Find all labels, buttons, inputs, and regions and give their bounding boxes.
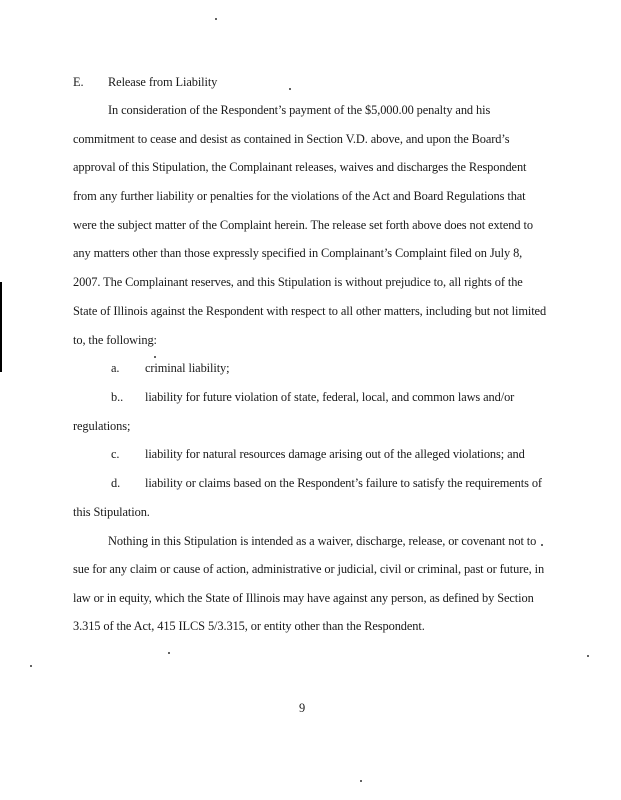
list-item-letter: a. xyxy=(111,361,120,375)
paragraph-line: 3.315 of the Act, 415 ILCS 5/3.315, or entity other than the Respondent. xyxy=(73,619,425,633)
paragraph-line: from any further liability or penalties for the violations of the Act and Board Regulations that xyxy=(73,189,526,203)
paragraph-line: any matters other than those expressly specified in Complainant’s Complaint filed on July 8, xyxy=(73,246,523,260)
list-item-letter: b.. xyxy=(111,390,124,404)
paragraph-line: law or in equity, which the State of Illinois may have against any person, as defined by Section xyxy=(73,591,534,605)
list-item-letter: c. xyxy=(111,447,120,461)
paragraph-line: In consideration of the Respondent’s payment of the $5,000.00 penalty and his xyxy=(108,103,491,117)
scan-edge-line xyxy=(0,282,2,372)
scan-speck xyxy=(154,356,156,358)
paragraph-line: 2007. The Complainant reserves, and this Stipulation is without prejudice to, all rights of the xyxy=(73,275,523,289)
list-item-text: liability for future violation of state, federal, local, and common laws and/or xyxy=(145,390,515,404)
section-title: Release from Liability xyxy=(108,75,218,89)
list-item-text: liability for natural resources damage arising out of the alleged violations; and xyxy=(145,447,525,461)
paragraph-line: were the subject matter of the Complaint herein. The release set forth above does not extend to xyxy=(73,218,533,232)
scan-speck xyxy=(289,88,291,90)
list-item-text: liability or claims based on the Respondent’s failure to satisfy the requirements of xyxy=(145,476,542,490)
paragraph-line: commitment to cease and desist as contained in Section V.D. above, and upon the Board’s xyxy=(73,132,510,146)
list-item-text: this Stipulation. xyxy=(73,505,150,519)
list-item-text: criminal liability; xyxy=(145,361,230,375)
page-number: 9 xyxy=(299,701,306,715)
paragraph-line: to, the following: xyxy=(73,333,157,347)
paragraph-line: State of Illinois against the Respondent with respect to all other matters, including but not limited xyxy=(73,304,547,318)
scan-speck xyxy=(541,544,543,546)
scan-speck xyxy=(360,780,362,782)
section-letter: E. xyxy=(73,75,84,89)
list-item-letter: d. xyxy=(111,476,121,490)
list-item-text: regulations; xyxy=(73,419,131,433)
paragraph-line: Nothing in this Stipulation is intended as a waiver, discharge, release, or covenant not to xyxy=(108,534,537,548)
paragraph-line: approval of this Stipulation, the Complainant releases, waives and discharges the Respondent xyxy=(73,160,527,174)
scan-speck xyxy=(30,665,32,667)
paragraph-line: sue for any claim or cause of action, administrative or judicial, civil or criminal, past or future, in xyxy=(73,562,545,576)
scan-speck xyxy=(168,652,170,654)
scan-speck xyxy=(215,18,217,20)
scan-speck xyxy=(587,655,589,657)
